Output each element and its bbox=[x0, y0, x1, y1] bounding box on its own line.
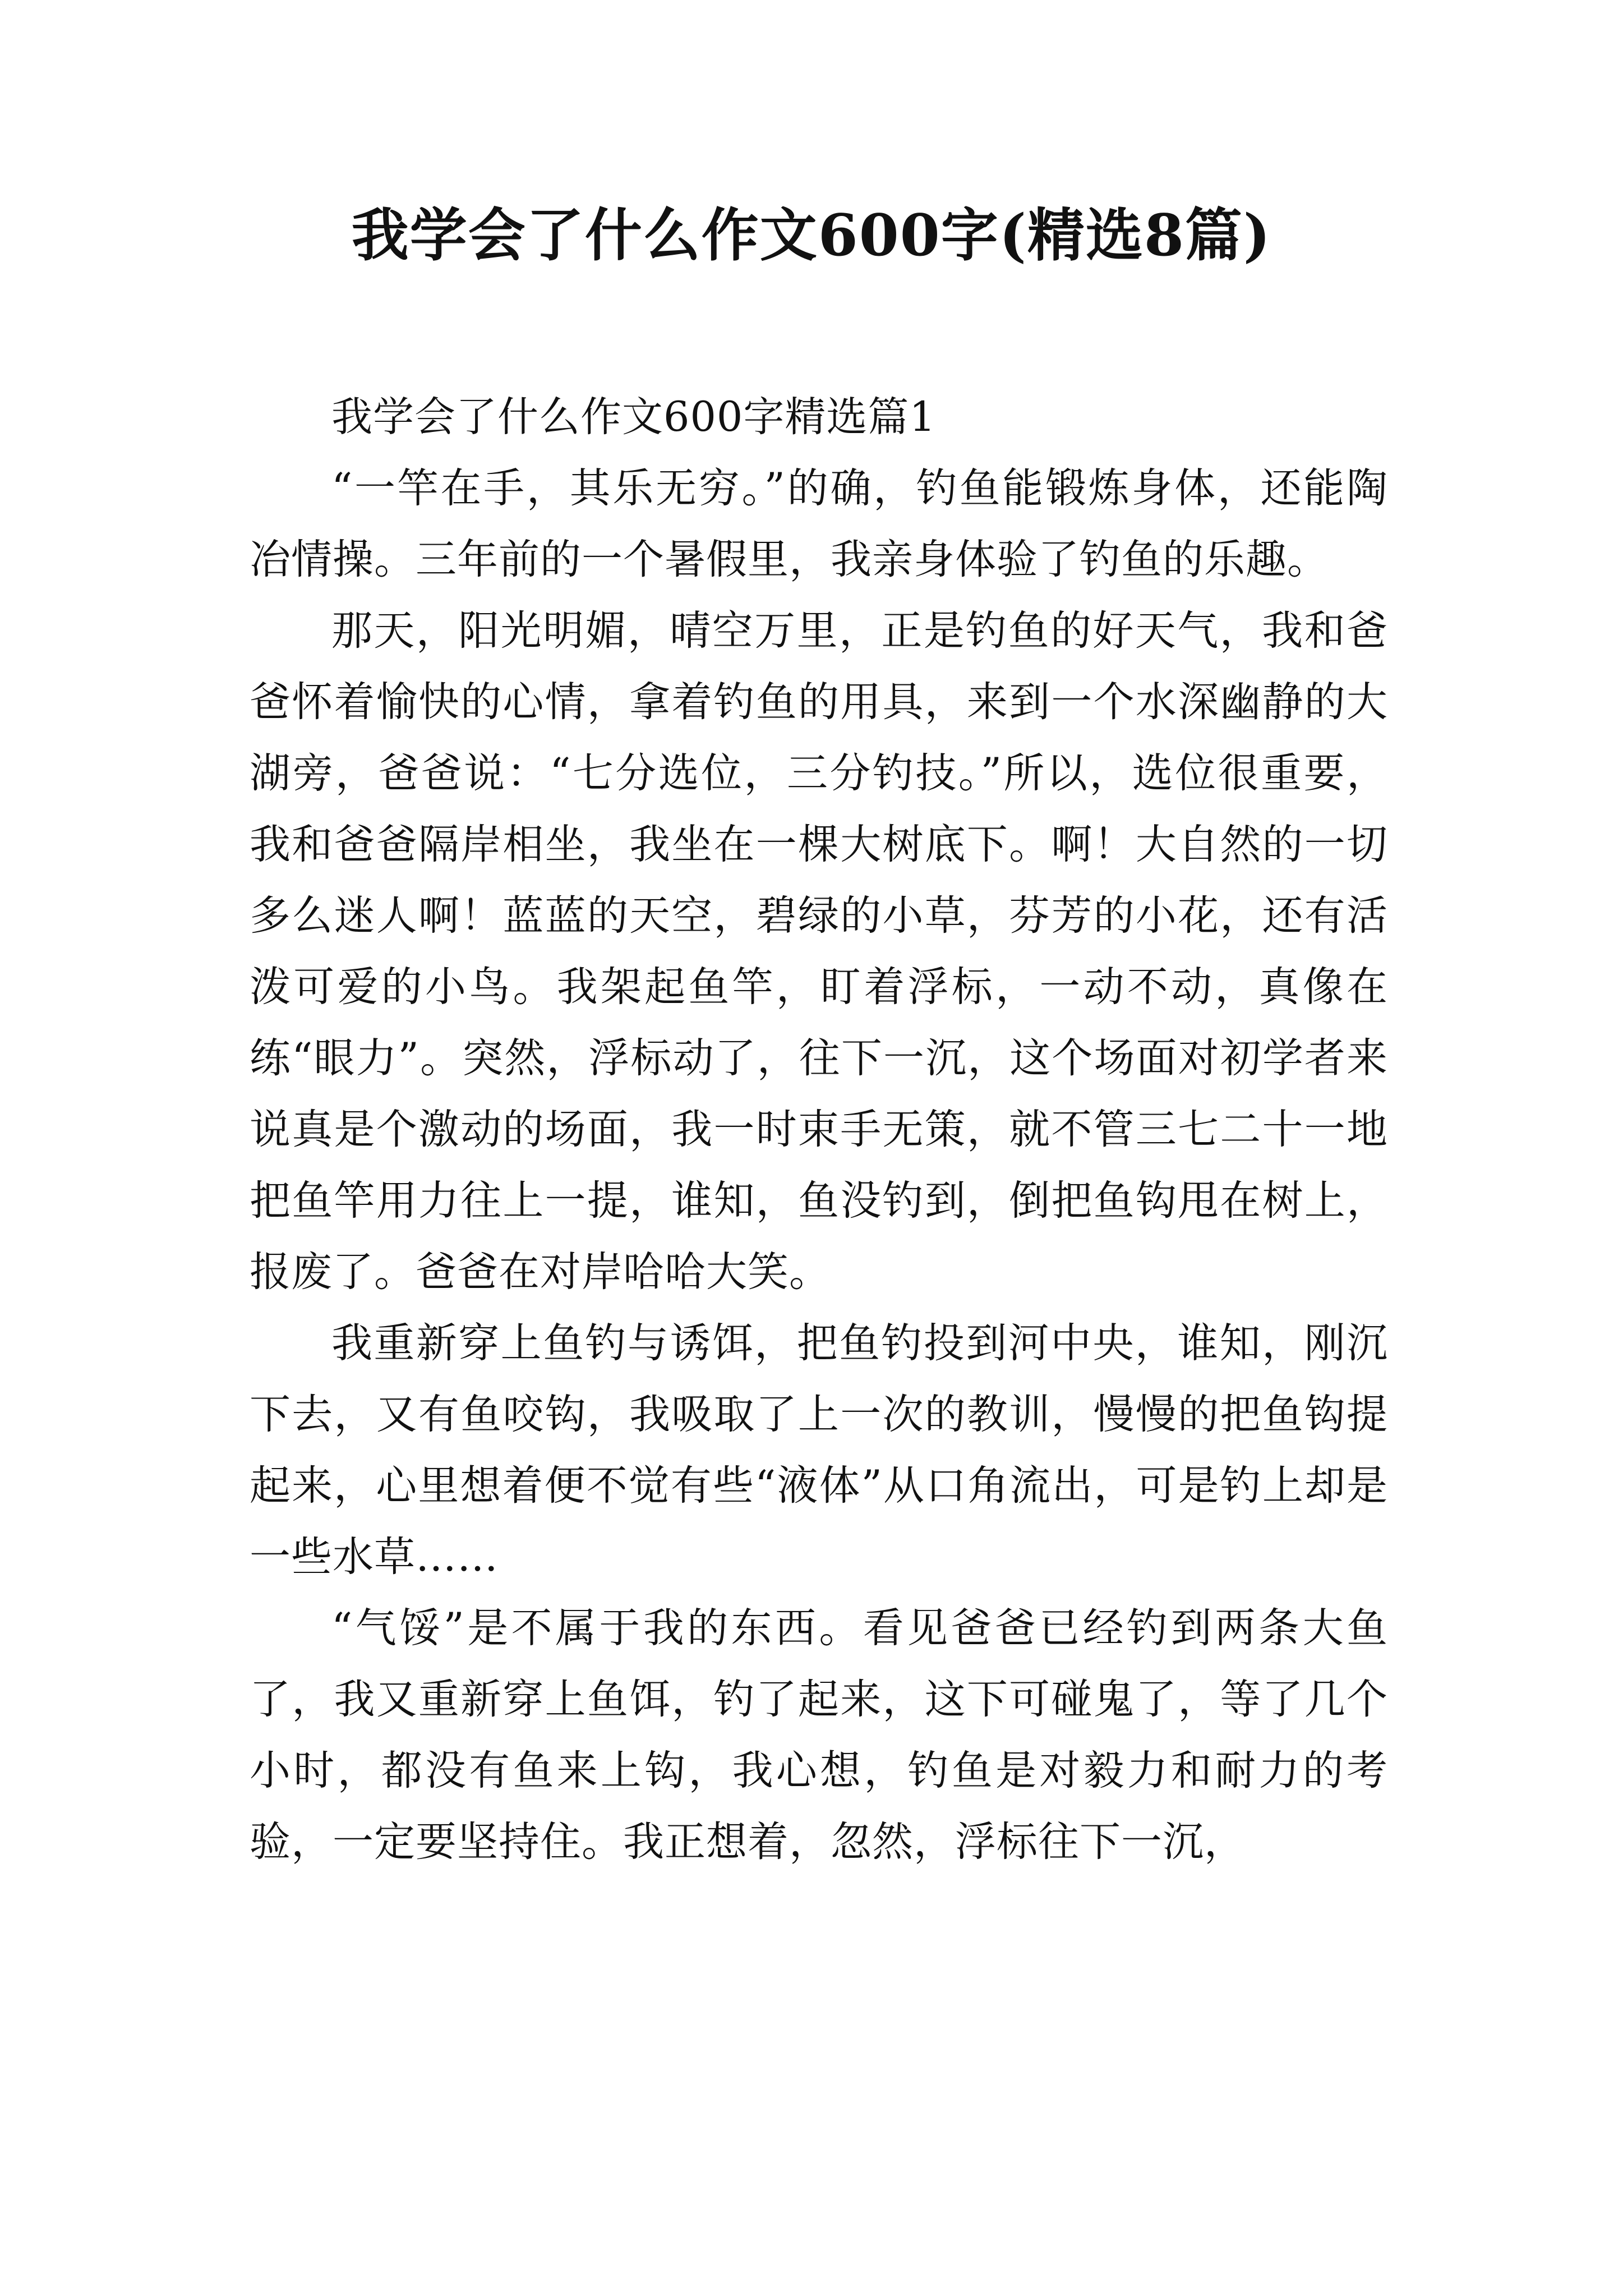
document-title: 我学会了什么作文600字(精选8篇) bbox=[351, 202, 1272, 269]
document-body bbox=[250, 381, 1388, 1878]
paragraph-2: 那天，阳光明媚，晴空万里，正是钓鱼的好天气，我和爸爸怀着愉快的心情，拿着钓鱼的用具，来到一个水深幽静的大湖旁，爸爸说：“七分选位，三分钓技。”所以，选位很重要，我和爸爸隔岸相坐，我坐在一棵大树底下。啊！大自然的一切多么迷人啊！蓝蓝的天空，碧绿的小草，芬芳的小花，还有活泼可爱的小鸟。我架起鱼竿，盯着浮标，一动不动，真像在练“眼力”。突然，浮标动了，往下一沉，这个场面对初学者来说真是个激动的场面，我一时束手无策，就不管三七二十一地把鱼竿用力往上一提，谁知，鱼没钓到，倒把鱼钩甩在树上，报废了。爸爸在对岸哈哈大笑。 bbox=[250, 607, 1388, 1296]
paragraph-3: 我重新穿上鱼钓与诱饵，把鱼钓投到河中央，谁知，刚沉下去，又有鱼咬钩，我吸取了上一次的教训，慢慢的把鱼钩提起来，心里想着便不觉有些“液体”从口角流出，可是钓上却是一些水草…… bbox=[250, 1319, 1388, 1581]
paragraph-4: “气馁”是不属于我的东西。看见爸爸已经钓到两条大鱼了，我又重新穿上鱼饵，钓了起来，这下可碰鬼了，等了几个小时，都没有鱼来上钩，我心想，钓鱼是对毅力和耐力的考验，一定要坚持住。我正想着，忽然，浮标往下一沉， bbox=[250, 1604, 1388, 1866]
section-heading: 我学会了什么作文600字精选篇1 bbox=[331, 393, 936, 441]
paragraph-1: “一竿在手，其乐无穷。”的确，钓鱼能锻炼身体，还能陶冶情操。三年前的一个暑假里，我亲身体验了钓鱼的乐趣。 bbox=[250, 464, 1388, 583]
